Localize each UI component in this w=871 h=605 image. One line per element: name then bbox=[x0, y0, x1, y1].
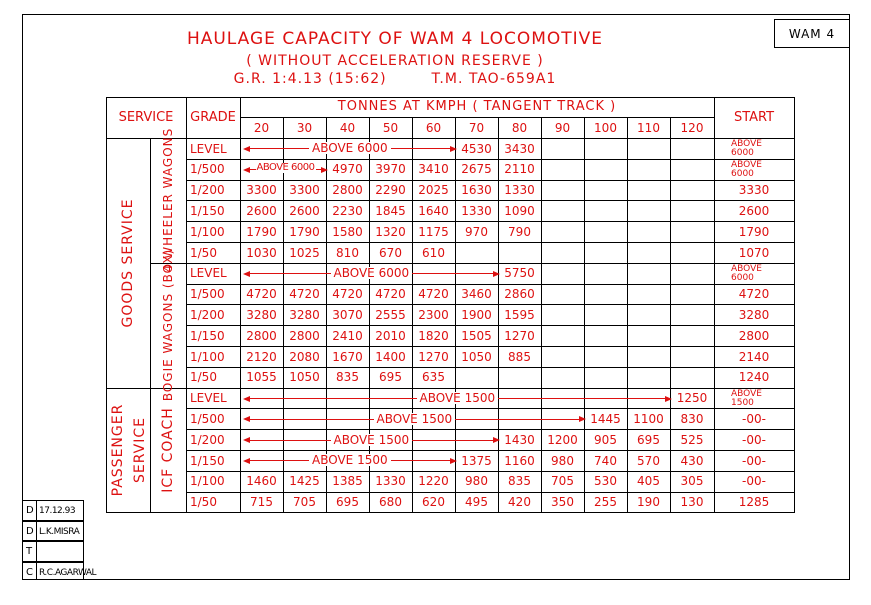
value-cell: 130 bbox=[680, 495, 704, 510]
start-cell: 1790 bbox=[738, 224, 770, 239]
value-cell: 620 bbox=[422, 495, 445, 510]
grade-cell: LEVEL bbox=[190, 141, 227, 156]
speed-header: 60 bbox=[425, 121, 442, 135]
arrow-left-icon bbox=[243, 437, 250, 443]
value-cell: 5750 bbox=[504, 266, 535, 281]
title-block-key: T bbox=[26, 546, 33, 557]
value-cell: 670 bbox=[379, 245, 402, 260]
value-cell: 1270 bbox=[504, 328, 535, 343]
value-cell: 705 bbox=[551, 474, 574, 489]
value-cell: 2860 bbox=[504, 287, 535, 302]
value-cell: 3460 bbox=[461, 287, 492, 302]
range-arrow-text: ABOVE 6000 bbox=[331, 267, 413, 279]
value-cell: 810 bbox=[336, 245, 359, 260]
four-wheeler-label: 4 WHEELER WAGONS bbox=[161, 128, 175, 273]
speed-header-rule bbox=[240, 117, 714, 118]
value-cell: 530 bbox=[594, 474, 617, 489]
title-block-key: D bbox=[26, 505, 34, 516]
speed-header: 40 bbox=[339, 121, 356, 135]
value-cell: 4720 bbox=[289, 287, 320, 302]
grade-cell: 1/50 bbox=[190, 245, 217, 260]
arrow-left-icon bbox=[243, 396, 250, 402]
value-cell: 2110 bbox=[504, 162, 535, 177]
value-cell: 3430 bbox=[504, 141, 535, 156]
value-cell: 2800 bbox=[332, 183, 363, 198]
arrow-right-icon bbox=[665, 396, 672, 402]
row-rule bbox=[186, 221, 794, 222]
group-rule bbox=[106, 388, 794, 389]
arrow-left-icon bbox=[243, 416, 250, 422]
value-cell: 695 bbox=[336, 495, 359, 510]
passenger-label: PASSENGER bbox=[110, 403, 126, 497]
speed-header: 120 bbox=[680, 121, 704, 135]
title-block-divider bbox=[36, 542, 37, 561]
value-cell: 3970 bbox=[375, 162, 406, 177]
value-cell: 1220 bbox=[418, 474, 449, 489]
value-cell: 1175 bbox=[418, 224, 449, 239]
row-rule bbox=[186, 408, 794, 409]
value-cell: 740 bbox=[594, 453, 617, 468]
start-cell: 1285 bbox=[738, 495, 770, 510]
title-block-key: D bbox=[26, 526, 34, 537]
range-arrow-text: ABOVE 1500 bbox=[374, 413, 456, 425]
value-cell: 1320 bbox=[375, 224, 406, 239]
title-block-divider bbox=[36, 522, 37, 540]
value-cell: 1055 bbox=[246, 370, 277, 385]
start-cell: -00- bbox=[742, 453, 766, 468]
speed-header: 110 bbox=[637, 121, 660, 135]
value-cell: 525 bbox=[680, 432, 704, 447]
grade-header: GRADE bbox=[190, 110, 236, 125]
value-cell: 1820 bbox=[418, 328, 449, 343]
row-rule bbox=[186, 367, 794, 368]
page-title: HAULAGE CAPACITY OF WAM 4 LOCOMOTIVE bbox=[186, 29, 604, 49]
value-cell: 1790 bbox=[246, 224, 277, 239]
grade-cell: 1/100 bbox=[190, 349, 225, 364]
row-rule bbox=[186, 325, 794, 326]
value-cell: 1330 bbox=[375, 474, 406, 489]
grade-cell: 1/100 bbox=[190, 474, 225, 489]
speed-header: 20 bbox=[253, 121, 270, 135]
value-cell: 835 bbox=[336, 370, 359, 385]
value-cell: 695 bbox=[637, 432, 660, 447]
title-block-row bbox=[22, 562, 97, 580]
value-cell: 635 bbox=[422, 370, 445, 385]
value-cell: 1595 bbox=[504, 307, 535, 322]
value-cell: 4720 bbox=[332, 287, 363, 302]
service-header: SERVICE bbox=[118, 110, 174, 125]
grade-cell: 1/200 bbox=[190, 432, 225, 447]
arrow-left-icon bbox=[243, 146, 250, 152]
value-cell: 305 bbox=[680, 474, 704, 489]
grade-cell: 1/50 bbox=[190, 495, 217, 510]
arrow-right-icon bbox=[493, 271, 500, 277]
value-cell: 1385 bbox=[332, 474, 363, 489]
value-cell: 2120 bbox=[246, 349, 277, 364]
range-arrow-text: ABOVE 6000 bbox=[309, 142, 391, 154]
value-cell: 3300 bbox=[246, 183, 277, 198]
value-cell: 1375 bbox=[461, 453, 492, 468]
table-top-rule bbox=[106, 97, 794, 98]
grade-cell: 1/200 bbox=[190, 307, 225, 322]
title-block-row bbox=[22, 541, 84, 562]
speed-header: 90 bbox=[554, 121, 571, 135]
value-cell: 3300 bbox=[289, 183, 320, 198]
passenger-service-label: SERVICE bbox=[132, 416, 148, 484]
value-cell: 1425 bbox=[289, 474, 320, 489]
value-cell: 680 bbox=[379, 495, 402, 510]
title-block-key: C bbox=[26, 567, 33, 578]
tonnes-header: TONNES AT KMPH ( TANGENT TRACK ) bbox=[337, 99, 617, 114]
value-cell: 1845 bbox=[375, 203, 406, 218]
value-cell: 980 bbox=[551, 453, 574, 468]
title-block-value: L.K.MISRA bbox=[39, 527, 80, 537]
grade-cell: 1/150 bbox=[190, 328, 225, 343]
value-cell: 1025 bbox=[289, 245, 320, 260]
row-rule bbox=[186, 450, 794, 451]
grade-cell: 1/100 bbox=[190, 224, 225, 239]
speed-header: 70 bbox=[468, 121, 485, 135]
grade-cell: 1/50 bbox=[190, 370, 217, 385]
group-rule bbox=[150, 263, 794, 264]
value-cell: 1050 bbox=[461, 349, 492, 364]
value-cell: 2300 bbox=[418, 307, 449, 322]
arrow-left-icon bbox=[243, 271, 250, 277]
row-rule bbox=[186, 284, 794, 285]
table-bottom-rule bbox=[106, 512, 794, 513]
value-cell: 1330 bbox=[461, 203, 492, 218]
start-cell: -00- bbox=[742, 474, 766, 489]
start-cell: 4720 bbox=[738, 287, 770, 302]
value-cell: 1250 bbox=[676, 391, 708, 406]
value-cell: 715 bbox=[250, 495, 273, 510]
value-cell: 1670 bbox=[332, 349, 363, 364]
value-cell: 420 bbox=[508, 495, 531, 510]
arrow-left-icon bbox=[243, 458, 250, 464]
value-cell: 1430 bbox=[504, 432, 535, 447]
service-col-rule bbox=[150, 138, 151, 512]
value-cell: 2010 bbox=[375, 328, 406, 343]
value-cell: 350 bbox=[551, 495, 574, 510]
start-cell: 3280 bbox=[738, 307, 770, 322]
row-rule bbox=[186, 304, 794, 305]
range-arrow-text: ABOVE 6000 bbox=[256, 162, 315, 174]
value-cell: 2800 bbox=[246, 328, 277, 343]
grade-cell: 1/200 bbox=[190, 183, 225, 198]
row-rule bbox=[186, 429, 794, 430]
value-cell: 1505 bbox=[461, 328, 492, 343]
row-rule bbox=[186, 242, 794, 243]
table-left-rule bbox=[106, 97, 107, 512]
value-cell: 4970 bbox=[332, 162, 363, 177]
value-cell: 980 bbox=[465, 474, 488, 489]
value-cell: 2230 bbox=[332, 203, 363, 218]
start-cell: ABOVE 6000 bbox=[731, 263, 762, 283]
arrow-right-icon bbox=[579, 416, 586, 422]
value-cell: 4720 bbox=[375, 287, 406, 302]
value-cell: 970 bbox=[465, 224, 488, 239]
title-block-divider bbox=[36, 563, 37, 579]
value-cell: 3070 bbox=[332, 307, 363, 322]
value-cell: 1400 bbox=[375, 349, 406, 364]
value-cell: 405 bbox=[637, 474, 660, 489]
value-cell: 2600 bbox=[246, 203, 277, 218]
value-cell: 4530 bbox=[461, 141, 492, 156]
speed-col-rule bbox=[670, 117, 671, 512]
grade-cell: 1/150 bbox=[190, 453, 225, 468]
goods-service-label: GOODS SERVICE bbox=[120, 198, 136, 328]
value-cell: 1640 bbox=[418, 203, 449, 218]
speed-col-rule bbox=[627, 117, 628, 512]
range-arrow-text: ABOVE 1500 bbox=[309, 454, 391, 466]
value-cell: 2555 bbox=[375, 307, 406, 322]
range-arrow-text: ABOVE 1500 bbox=[417, 392, 499, 404]
loco-tag-box: WAM 4 bbox=[774, 19, 850, 48]
grade-cell: LEVEL bbox=[190, 266, 227, 281]
start-cell: ABOVE 6000 bbox=[731, 159, 762, 179]
value-cell: 1330 bbox=[504, 183, 535, 198]
value-cell: 4720 bbox=[418, 287, 449, 302]
value-cell: 255 bbox=[594, 495, 617, 510]
title-block-row bbox=[22, 500, 84, 521]
start-cell: -00- bbox=[742, 411, 766, 426]
value-cell: 790 bbox=[508, 224, 531, 239]
row-rule bbox=[186, 492, 794, 493]
grade-cell: 1/500 bbox=[190, 287, 225, 302]
arrow-right-icon bbox=[493, 437, 500, 443]
traction-motor: T.M. TAO-659A1 bbox=[431, 71, 557, 87]
value-cell: 1090 bbox=[504, 203, 535, 218]
speed-header: 100 bbox=[594, 121, 617, 135]
grade-cell: LEVEL bbox=[190, 391, 227, 406]
speed-header: 30 bbox=[296, 121, 313, 135]
value-cell: 2410 bbox=[332, 328, 363, 343]
start-cell: 1070 bbox=[738, 245, 770, 260]
value-cell: 830 bbox=[680, 411, 704, 426]
start-cell: ABOVE 1500 bbox=[731, 388, 762, 408]
value-cell: 1445 bbox=[590, 411, 621, 426]
speed-header: 50 bbox=[382, 121, 399, 135]
start-cell: 2800 bbox=[738, 328, 770, 343]
value-cell: 695 bbox=[379, 370, 402, 385]
value-cell: 3280 bbox=[289, 307, 320, 322]
start-cell: 3330 bbox=[738, 183, 770, 198]
value-cell: 1460 bbox=[246, 474, 277, 489]
gear-ratio-line bbox=[0, 71, 790, 87]
value-cell: 570 bbox=[637, 453, 660, 468]
start-cell: 2140 bbox=[738, 349, 770, 364]
value-cell: 3280 bbox=[246, 307, 277, 322]
grade-cell: 1/500 bbox=[190, 411, 225, 426]
arrow-left-icon bbox=[243, 167, 250, 173]
value-cell: 2675 bbox=[461, 162, 492, 177]
value-cell: 2290 bbox=[375, 183, 406, 198]
value-cell: 1030 bbox=[246, 245, 277, 260]
value-cell: 1160 bbox=[504, 453, 535, 468]
value-cell: 1580 bbox=[332, 224, 363, 239]
start-cell: ABOVE 6000 bbox=[731, 139, 762, 158]
value-cell: 905 bbox=[594, 432, 617, 447]
speed-col-rule bbox=[541, 117, 542, 512]
start-cell: 2600 bbox=[738, 203, 770, 218]
value-cell: 1900 bbox=[461, 307, 492, 322]
value-cell: 2600 bbox=[289, 203, 320, 218]
title-block-value: R.C.AGARWAL bbox=[39, 568, 97, 578]
value-cell: 495 bbox=[465, 495, 488, 510]
page-subtitle: ( WITHOUT ACCELERATION RESERVE ) bbox=[246, 53, 544, 69]
value-cell: 885 bbox=[508, 349, 531, 364]
value-cell: 705 bbox=[293, 495, 316, 510]
arrow-right-icon bbox=[321, 167, 328, 173]
value-cell: 1630 bbox=[461, 183, 492, 198]
gear-ratio: G.R. 1:4.13 (15:62) bbox=[233, 71, 387, 87]
speed-header: 80 bbox=[511, 121, 528, 135]
value-cell: 190 bbox=[637, 495, 660, 510]
value-cell: 610 bbox=[422, 245, 445, 260]
value-cell: 3410 bbox=[418, 162, 449, 177]
value-cell: 2080 bbox=[289, 349, 320, 364]
row-rule bbox=[186, 346, 794, 347]
bogie-wagons-label: BOGIE WAGONS (BOX) bbox=[161, 249, 175, 402]
arrow-right-icon bbox=[450, 146, 457, 152]
row-rule bbox=[186, 180, 794, 181]
speed-col-rule bbox=[584, 117, 585, 512]
table-right-rule bbox=[794, 97, 795, 513]
value-cell: 1100 bbox=[633, 411, 664, 426]
value-cell: 1790 bbox=[289, 224, 320, 239]
arrow-right-icon bbox=[450, 458, 457, 464]
value-cell: 1270 bbox=[418, 349, 449, 364]
icf-coach-label: ICF COACH bbox=[160, 407, 176, 493]
value-cell: 430 bbox=[680, 453, 704, 468]
grade-cell: 1/150 bbox=[190, 203, 225, 218]
value-cell: 4720 bbox=[246, 287, 277, 302]
title-block-row bbox=[22, 521, 84, 541]
value-cell: 1200 bbox=[547, 432, 578, 447]
value-cell: 835 bbox=[508, 474, 531, 489]
row-rule bbox=[186, 200, 794, 201]
value-cell: 1050 bbox=[289, 370, 320, 385]
range-arrow-text: ABOVE 1500 bbox=[331, 434, 413, 446]
row-rule bbox=[186, 471, 794, 472]
header-bottom-rule bbox=[106, 138, 794, 139]
title-block-divider bbox=[36, 501, 37, 520]
start-cell: 1240 bbox=[738, 370, 770, 385]
start-cell: -00- bbox=[742, 432, 766, 447]
title-block-value: 17.12.93 bbox=[39, 506, 76, 516]
row-rule bbox=[186, 159, 794, 160]
value-cell: 2800 bbox=[289, 328, 320, 343]
start-header: START bbox=[733, 110, 775, 125]
value-cell: 2025 bbox=[418, 183, 449, 198]
grade-cell: 1/500 bbox=[190, 162, 225, 177]
